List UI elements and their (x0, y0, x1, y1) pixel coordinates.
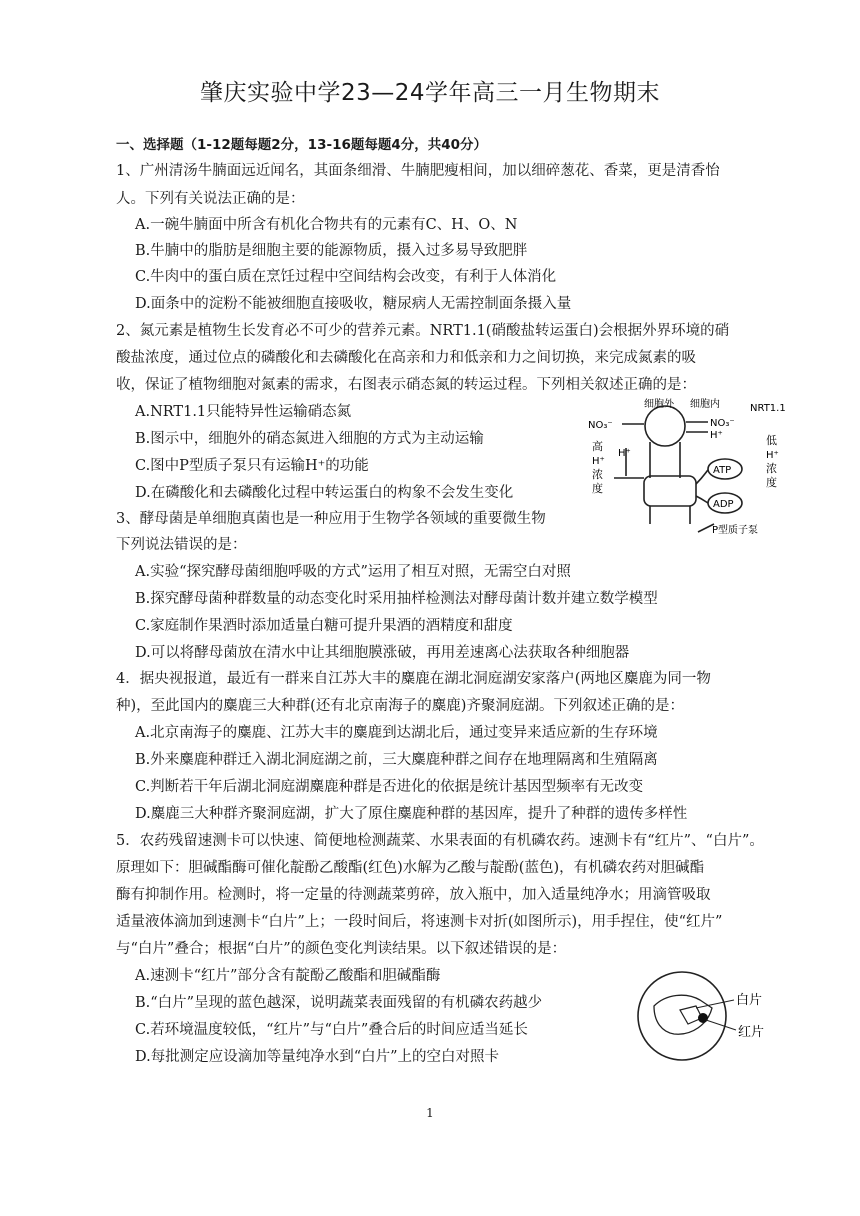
question-5-stem-cont3: 适量液体滴加到速测卡“白片”上；一段时间后，将速测卡对折(如图所示)，用手捏住，使“红片” (116, 914, 723, 930)
question-5-option-d: D.每批测定应设滴加等量纯净水到“白片”上的空白对照卡 (135, 1049, 500, 1065)
page-number: 1 (426, 1106, 434, 1120)
low-conc-1: 浓 (766, 462, 777, 475)
question-3-option-a: A.实验“探究酵母菌细胞呼吸的方式”运用了相互对照，无需空白对照 (135, 564, 571, 580)
question-3-option-b: B.探究酵母菌种群数量的动态变化时采用抽样检测法对酵母菌计数并建立数学模型 (135, 591, 658, 607)
adp-label: ADP (713, 499, 734, 510)
question-4-stem: 4．据央视报道，最近有一群来自江苏大丰的麋鹿在湖北洞庭湖安家落户(两地区麋鹿为同一物 (116, 671, 711, 687)
question-5-stem-cont4: 与“白片”叠合；根据“白片”的颜色变化判读结果。以下叙述错误的是： (116, 941, 567, 957)
transport-diagram (586, 396, 796, 536)
question-5-stem-cont: 原理如下：胆碱酯酶可催化靛酚乙酸酯(红色)水解为乙酸与靛酚(蓝色)，有机磷农药对胆碱酯 (116, 860, 705, 876)
section-heading: 一、选择题（1-12题每题2分，13-16题每题4分，共40分） (116, 137, 488, 153)
no3-out-label: NO₃⁻ (588, 420, 613, 431)
question-2-option-b: B.图示中，细胞外的硝态氮进入细胞的方式为主动运输 (135, 431, 484, 447)
question-1-option-a: A.一碗牛腩面中所含有机化合物共有的元素有C、H、O、N (135, 217, 518, 233)
red-piece-label: 红片 (738, 1025, 765, 1040)
question-3-stem-cont: 下列说法错误的是： (116, 537, 247, 553)
low-label: 低 (766, 434, 777, 447)
question-4-option-b: B.外来麋鹿种群迁入湖北洞庭湖之前，三大麋鹿种群之间存在地理隔离和生殖隔离 (135, 752, 658, 768)
question-5-stem: 5．农药残留速测卡可以快速、简便地检测蔬菜、水果表面的有机磷农药。速测卡有“红片”、“白片”。 (116, 833, 764, 849)
question-4-stem-cont: 种)，至此国内的麋鹿三大种群(还有北京南海子的麋鹿)齐聚洞庭湖。下列叙述正确的是： (116, 698, 684, 714)
question-2-stem: 2、氮元素是植物生长发育必不可少的营养元素。NRT1.1(硝酸盐转运蛋白)会根据外界环境的硝 (116, 323, 730, 339)
high-conc-2: 度 (592, 482, 603, 495)
test-card-diagram (632, 966, 782, 1066)
red-piece (698, 1013, 708, 1023)
card-outline (638, 972, 726, 1060)
inside-label: 细胞内 (690, 399, 720, 410)
question-5-stem-cont2: 酶有抑制作用。检测时，将一定量的待测蔬菜剪碎，放入瓶中，加入适量纯净水；用滴管吸取 (116, 887, 711, 903)
question-1-option-c: C.牛肉中的蛋白质在烹饪过程中空间结构会改变，有利于人体消化 (135, 269, 557, 285)
low-h-label: H⁺ (766, 450, 779, 461)
h-out-label: H⁺ (618, 448, 631, 459)
question-2-option-d: D.在磷酸化和去磷酸化过程中转运蛋白的构象不会发生变化 (135, 485, 514, 501)
white-piece-label: 白片 (736, 993, 763, 1008)
outside-label: 细胞外 (644, 399, 674, 410)
question-1-option-b: B.牛腩中的脂肪是细胞主要的能源物质，摄入过多易导致肥胖 (135, 243, 528, 259)
question-4-option-a: A.北京南海子的麋鹿、江苏大丰的麋鹿到达湖北后，通过变异来适应新的生存环境 (135, 725, 658, 741)
question-5-option-a: A.速测卡“红片”部分含有靛酚乙酸酯和胆碱酯酶 (135, 968, 441, 984)
nrt-label: NRT1.1 (750, 403, 786, 414)
white-piece (680, 1006, 702, 1024)
high-label: 高 (592, 440, 603, 453)
question-3-option-d: D.可以将酵母菌放在清水中让其细胞膜涨破，再用差速离心法获取各种细胞器 (135, 645, 630, 661)
question-3-option-c: C.家庭制作果酒时添加适量白糖可提升果酒的酒精度和甜度 (135, 618, 513, 634)
h-in-label: H⁺ (710, 430, 723, 441)
low-conc-2: 度 (766, 476, 777, 489)
question-4-option-d: D.麋鹿三大种群齐聚洞庭湖，扩大了原住麋鹿种群的基因库，提升了种群的遗传多样性 (135, 806, 688, 822)
question-2-stem-cont: 酸盐浓度，通过位点的磷酸化和去磷酸化在高亲和力和低亲和力之间切换，来完成氮素的吸 (116, 350, 696, 366)
proton-pump (644, 476, 696, 506)
page-title: 肇庆实验中学23—24学年高三一月生物期末 (199, 80, 661, 106)
question-1-stem-cont: 人。下列有关说法正确的是： (116, 191, 305, 207)
question-2-option-a: A.NRT1.1只能特异性运输硝态氮 (135, 404, 352, 420)
high-h-label: H⁺ (592, 456, 605, 467)
question-5-option-c: C.若环境温度较低，“红片”与“白片”叠合后的时间应适当延长 (135, 1022, 528, 1038)
high-conc-1: 浓 (592, 468, 603, 481)
question-2-option-c: C.图中P型质子泵只有运输H⁺的功能 (135, 458, 369, 474)
pump-label: P型质子泵 (712, 525, 759, 536)
no3-in-label: NO₃⁻ (710, 418, 735, 429)
atp-label: ATP (713, 465, 732, 476)
nrt-transporter (645, 406, 685, 446)
question-2-stem-cont2: 收，保证了植物细胞对氮素的需求，右图表示硝态氮的转运过程。下列相关叙述正确的是： (116, 377, 696, 393)
question-3-stem: 3、酵母菌是单细胞真菌也是一种应用于生物学各领域的重要微生物 (116, 511, 546, 527)
question-1-stem: 1、广州清汤牛腩面远近闻名，其面条细滑、牛腩肥瘦相间，加以细碎葱花、香菜，更是清香怡 (116, 163, 720, 179)
question-5-option-b: B.“白片”呈现的蓝色越深，说明蔬菜表面残留的有机磷农药越少 (135, 995, 543, 1011)
question-1-option-d: D.面条中的淀粉不能被细胞直接吸收，糖尿病人无需控制面条摄入量 (135, 296, 572, 312)
question-4-option-c: C.判断若干年后湖北洞庭湖麋鹿种群是否进化的依据是统计基因型频率有无改变 (135, 779, 644, 795)
